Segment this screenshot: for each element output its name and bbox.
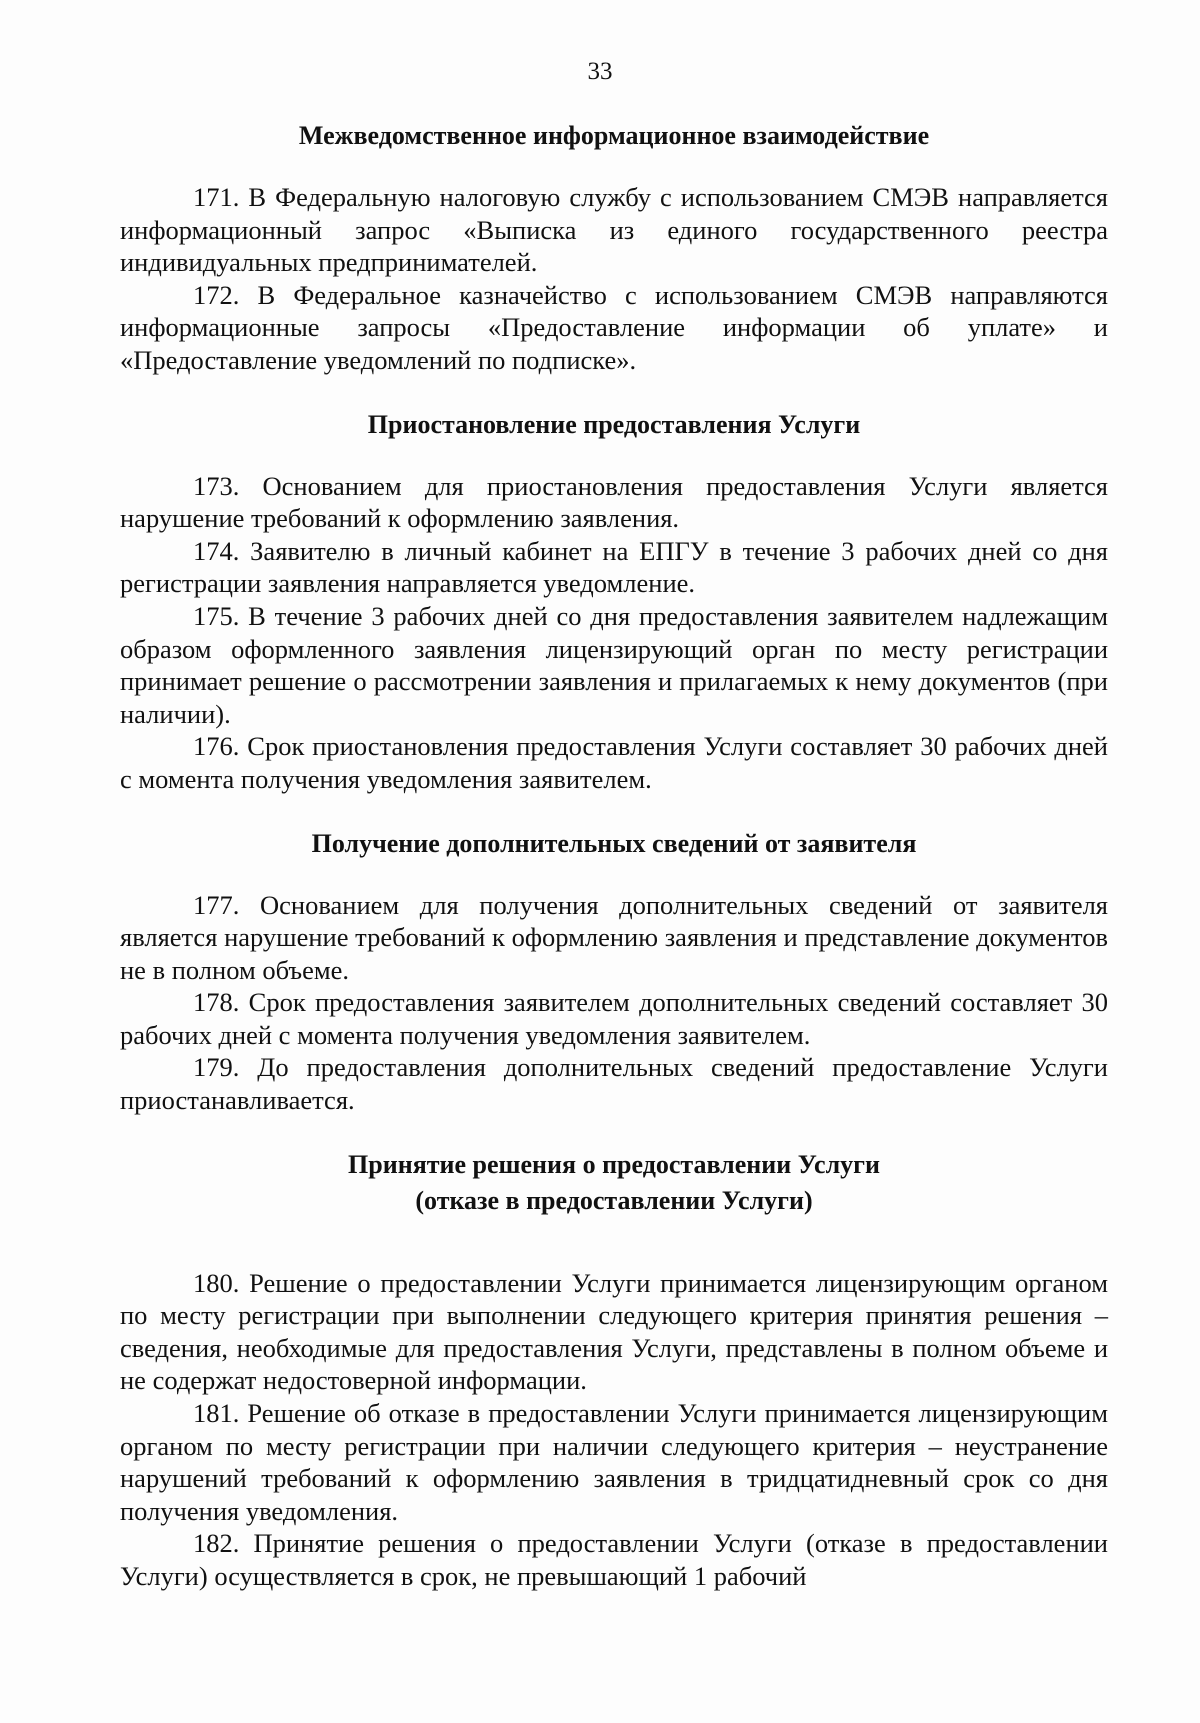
paragraph-171: 171. В Федеральную налоговую службу с использованием СМЭВ направляется информационный запрос «Выписка из единого государственного реестра индивидуальных предпринимателей. <box>120 182 1108 278</box>
paragraph-177: 177. Основанием для получения дополнительных сведений от заявителя является нарушение требований к оформлению заявления и представление документов не в полном объеме. <box>120 889 1108 985</box>
paragraph-174: 174. Заявителю в личный кабинет на ЕПГУ в течение 3 рабочих дней со дня регистрации заявления направляется уведомление. <box>120 535 1108 599</box>
section-heading: Приостановление предоставления Услуги <box>367 409 861 439</box>
paragraph-172: 172. В Федеральное казначейство с использованием СМЭВ направляются информационные запросы «Предоставление информации об уплате» и «Предоставление уведомлений по подписке». <box>120 279 1108 375</box>
document-body <box>120 118 1108 1593</box>
page-number: 33 <box>587 58 613 85</box>
section-heading: Межведомственное информационное взаимодействие <box>298 121 930 150</box>
paragraph-178: 178. Срок предоставления заявителем дополнительных сведений составляет 30 рабочих дней с момента получения уведомления заявителем. <box>120 987 1108 1050</box>
paragraph-176: 176. Срок приостановления предоставления Услуги составляет 30 рабочих дней с момента получения уведомления заявителем. <box>120 731 1108 794</box>
section-heading: Получение дополнительных сведений от заявителя <box>311 828 917 858</box>
paragraph-179: 179. До предоставления дополнительных сведений предоставление Услуги приостанавливается. <box>120 1052 1108 1116</box>
section-heading-line2: (отказе в предоставлении Услуги) <box>415 1185 813 1215</box>
section-heading-line1: Принятие решения о предоставлении Услуги <box>348 1149 880 1179</box>
paragraph-173: 173. Основанием для приостановления предоставления Услуги является нарушение требований к оформлению заявления. <box>120 470 1108 534</box>
paragraph-182: 182. Принятие решения о предоставлении Услуги (отказе в предоставлении Услуги) осуществляется в срок, не превышающий 1 рабочий <box>120 1528 1108 1591</box>
paragraph-181: 181. Решение об отказе в предоставлении Услуги принимается лицензирующим органом по месту регистрации при наличии следующего критерия – неустранение нарушений требований к оформлению заявления в тридцатидневный срок со дня получения уведомления. <box>120 1398 1108 1526</box>
paragraph-175: 175. В течение 3 рабочих дней со дня предоставления заявителем надлежащим образом оформленного заявления лицензирующий орган по месту регистрации принимает решение о рассмотрении заявления и прилагаемых к нему документов (при наличии). <box>120 600 1108 729</box>
paragraph-180: 180. Решение о предоставлении Услуги принимается лицензирующим органом по месту регистрации при выполнении следующего критерия принятия решения – сведения, необходимые для предоставления Услуги, представлены в полном объеме и не содержат недостоверной информации. <box>120 1267 1108 1396</box>
